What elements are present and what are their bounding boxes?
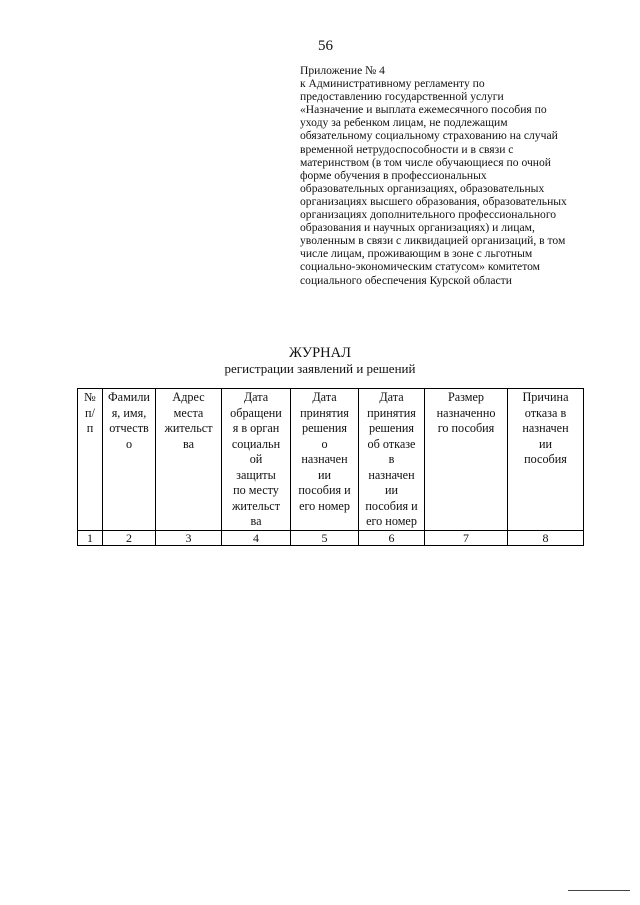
appendix-line: уходу за ребенком лицам, не подлежащим [300,116,508,130]
header-text: Размер назначенно го пособия [436,390,496,435]
header-row [78,389,584,531]
appendix-line: к Административному регламенту по [300,77,485,91]
appendix-line: предоставлению государственной услуги [300,90,504,104]
header-cell-number [78,389,103,531]
appendix-line: образовательных организациях, образовательных [300,181,545,195]
header-text: Фамили я, имя, отчеств о [108,390,150,451]
appendix-line: социального обеспечения Курской области [300,273,512,287]
appendix-line: уволенным в связи с ликвидацией организаций, в том [300,234,566,248]
appendix-line: форме обучения в профессиональных [300,168,487,182]
column-number: 3 [156,530,222,545]
header-text: Адрес места жительст ва [164,390,213,451]
header-cell-name [103,389,156,531]
header-text: Дата принятия решения об отказе в назначен ии пособия и его номер [365,390,418,528]
appendix-line: «Назначение и выплата ежемесячного пособия по [300,103,547,117]
journal-subtitle: регистрации заявлений и решений [224,361,416,376]
register-table [77,388,584,546]
appendix-line: организациях высшего образования, образовательных [300,194,567,208]
appendix-line: организациях дополнительного профессионального [300,208,557,222]
appendix-line: Приложение № 4 [300,64,385,77]
appendix-line: образования и научных организациях) и лицам, [300,221,535,235]
column-number-row [78,530,584,545]
header-cell-address [156,389,222,531]
column-number: 4 [222,530,291,545]
header-cell-refusal-reason [508,389,584,531]
appendix-header [300,64,600,287]
column-number: 6 [359,530,425,545]
header-text: № п/ п [84,390,96,435]
column-number: 2 [103,530,156,545]
appendix-line: социально-экономическим статусом» комитетом [300,260,541,274]
column-number: 5 [291,530,359,545]
page-edge-line [568,890,630,891]
column-number: 7 [425,530,508,545]
appendix-line: материнством (в том числе обучающиеся по очной [300,155,551,169]
header-text: Дата обращени я в орган социальн ой защиты по месту жительст ва [230,390,282,528]
appendix-line: обязательному социальному страхованию на случай [300,129,558,143]
header-cell-benefit-amount [425,389,508,531]
column-number: 8 [508,530,584,545]
appendix-line: временной нетрудоспособности и в связи с [300,142,514,156]
header-text: Дата принятия решения о назначен ии пособия и его номер [298,390,351,513]
journal-title: ЖУРНАЛ [289,345,351,361]
appendix-line: числе лицам, проживающим в зоне с льготным [300,247,533,261]
header-cell-grant-decision [291,389,359,531]
header-cell-application-date [222,389,291,531]
header-cell-refusal-decision [359,389,425,531]
column-number: 1 [78,530,103,545]
page-number: 56 [318,38,333,54]
header-text: Причина отказа в назначен ии пособия [522,390,569,466]
